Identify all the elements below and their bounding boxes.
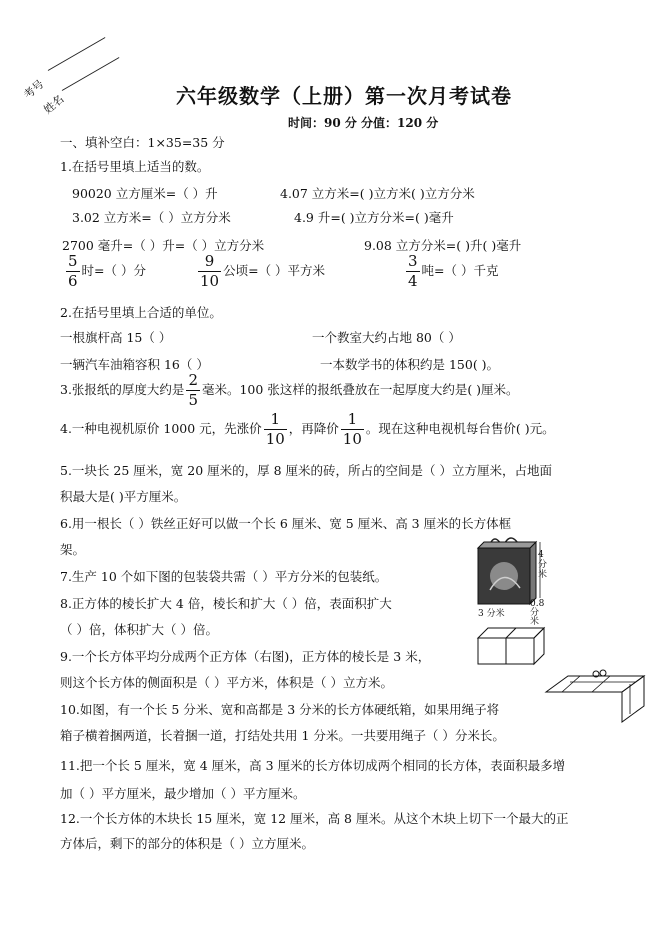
- page-title: 六年级数学（上册）第一次月考试卷: [176, 84, 512, 108]
- q6-line2: 架。: [60, 542, 86, 557]
- q1-row3-b: 9.08 立方分米=( )升( )毫升: [364, 238, 522, 253]
- exam-number-blank-line: [48, 37, 106, 71]
- q12-line1: 12.一个长方体的木块长 15 厘米，宽 12 厘米，高 8 厘米。从这个木块上切下一个最大的正: [60, 811, 569, 826]
- q2-item-d: 一本数学书的体积约是 150( )。: [320, 357, 500, 372]
- bag-height-label: 4 分米: [538, 550, 548, 580]
- q1-row1-b: 4.07 立方米=( )立方米( )立方分米: [280, 186, 475, 201]
- q1-row2-b: 4.9 升=( )立方分米=( )毫升: [294, 210, 454, 225]
- q5-line1: 5.一块长 25 厘米，宽 20 厘米的，厚 8 厘米的砖，所占的空间是（ ）立方厘米，占地面: [60, 463, 553, 478]
- fraction: $\frac{1}{10}$: [265, 410, 285, 448]
- q8-line1: 8.正方体的棱长扩大 4 倍，棱长和扩大（ ）倍，表面积扩大: [60, 596, 392, 611]
- q1-row4-item1: $\frac{5}{6}$ 时=（ ）分: [68, 252, 146, 290]
- q9-line1: 9.一个长方体平均分成两个正方体（右图)，正方体的棱长是 3 米，: [60, 649, 431, 664]
- q8-line2: （ ）倍，体积扩大（ ）倍。: [60, 622, 218, 637]
- fraction: $\frac{9}{10}$: [200, 252, 220, 290]
- q10-line2: 箱子横着捆两道，长着捆一道，打结处共用 1 分米。一共要用绳子（ ）分米长。: [60, 728, 505, 743]
- name-blank-line: [62, 57, 120, 91]
- q2-item-a: 一根旗杆高 15（ ）: [60, 330, 172, 345]
- side-exam-number-label: 考号: [21, 77, 47, 102]
- q4: 4.一种电视机原价 1000 元，先涨价 $\frac{1}{10}$ ，再降价 $\frac{1}{10}$ 。现在这种电视机每台售价( )元。: [60, 410, 555, 448]
- side-name-label: 姓名: [41, 92, 67, 117]
- q1-row4-item2: $\frac{9}{10}$ 公顷=（ ）平方米: [200, 252, 326, 290]
- bag-depth-label: 0.8 分米: [530, 599, 545, 627]
- tied-box-illustration: [540, 664, 650, 726]
- q7-line1: 7.生产 10 个如下图的包装袋共需（ ）平方分米的包装纸。: [60, 569, 388, 584]
- q10-line1: 10.如图，有一个长 5 分米、宽和高都是 3 分米的长方体硬纸箱，如果用绳子将: [60, 702, 500, 717]
- q1-row4-item3: $\frac{3}{4}$ 吨=（ ）千克: [408, 252, 499, 290]
- q12-line2: 方体后，剩下的部分的体积是（ ）立方厘米。: [60, 836, 314, 851]
- q1-row1-a: 90020 立方厘米=（ ）升: [72, 186, 218, 201]
- bag-width-label: 3 分米: [478, 609, 505, 619]
- q2-stem: 2.在括号里填上合适的单位。: [60, 305, 222, 320]
- q2-item-c: 一辆汽车油箱容积 16（ ）: [60, 357, 209, 372]
- q11-line2: 加（ ）平方厘米，最少增加（ ）平方厘米。: [60, 786, 306, 801]
- fraction: $\frac{1}{10}$: [342, 410, 362, 448]
- fraction: $\frac{2}{5}$: [188, 371, 198, 409]
- page-subtitle: 时间：90 分 分值：120 分: [288, 116, 439, 130]
- two-cubes-illustration: [474, 624, 550, 666]
- q2-item-b: 一个教室大约占地 80（ ）: [312, 330, 461, 345]
- fraction: $\frac{3}{4}$: [408, 252, 418, 290]
- q11-line1: 11.把一个长 5 厘米，宽 4 厘米，高 3 厘米的长方体切成两个相同的长方体，表面积最多增: [60, 758, 566, 773]
- q9-line2: 则这个长方体的侧面积是（ ）平方米，体积是（ ）立方米。: [60, 675, 393, 690]
- q3: 3.张报纸的厚度大约是 $\frac{2}{5}$ 毫米。100 张这样的报纸叠放在一起厚度大约是( )厘米。: [60, 371, 519, 409]
- fraction: $\frac{5}{6}$: [68, 252, 78, 290]
- section-heading: 一、填补空白：1×35=35 分: [60, 135, 225, 150]
- q6-line1: 6.用一根长（ ）铁丝正好可以做一个长 6 厘米、宽 5 厘米、高 3 厘米的长方体框: [60, 516, 512, 531]
- q5-line2: 积最大是( )平方厘米。: [60, 489, 187, 504]
- q1-row3-a: 2700 毫升=（ ）升=（ ）立方分米: [62, 238, 265, 253]
- q1-row2-a: 3.02 立方米=（ ）立方分米: [72, 210, 231, 225]
- q1-stem: 1.在括号里填上适当的数。: [60, 159, 210, 174]
